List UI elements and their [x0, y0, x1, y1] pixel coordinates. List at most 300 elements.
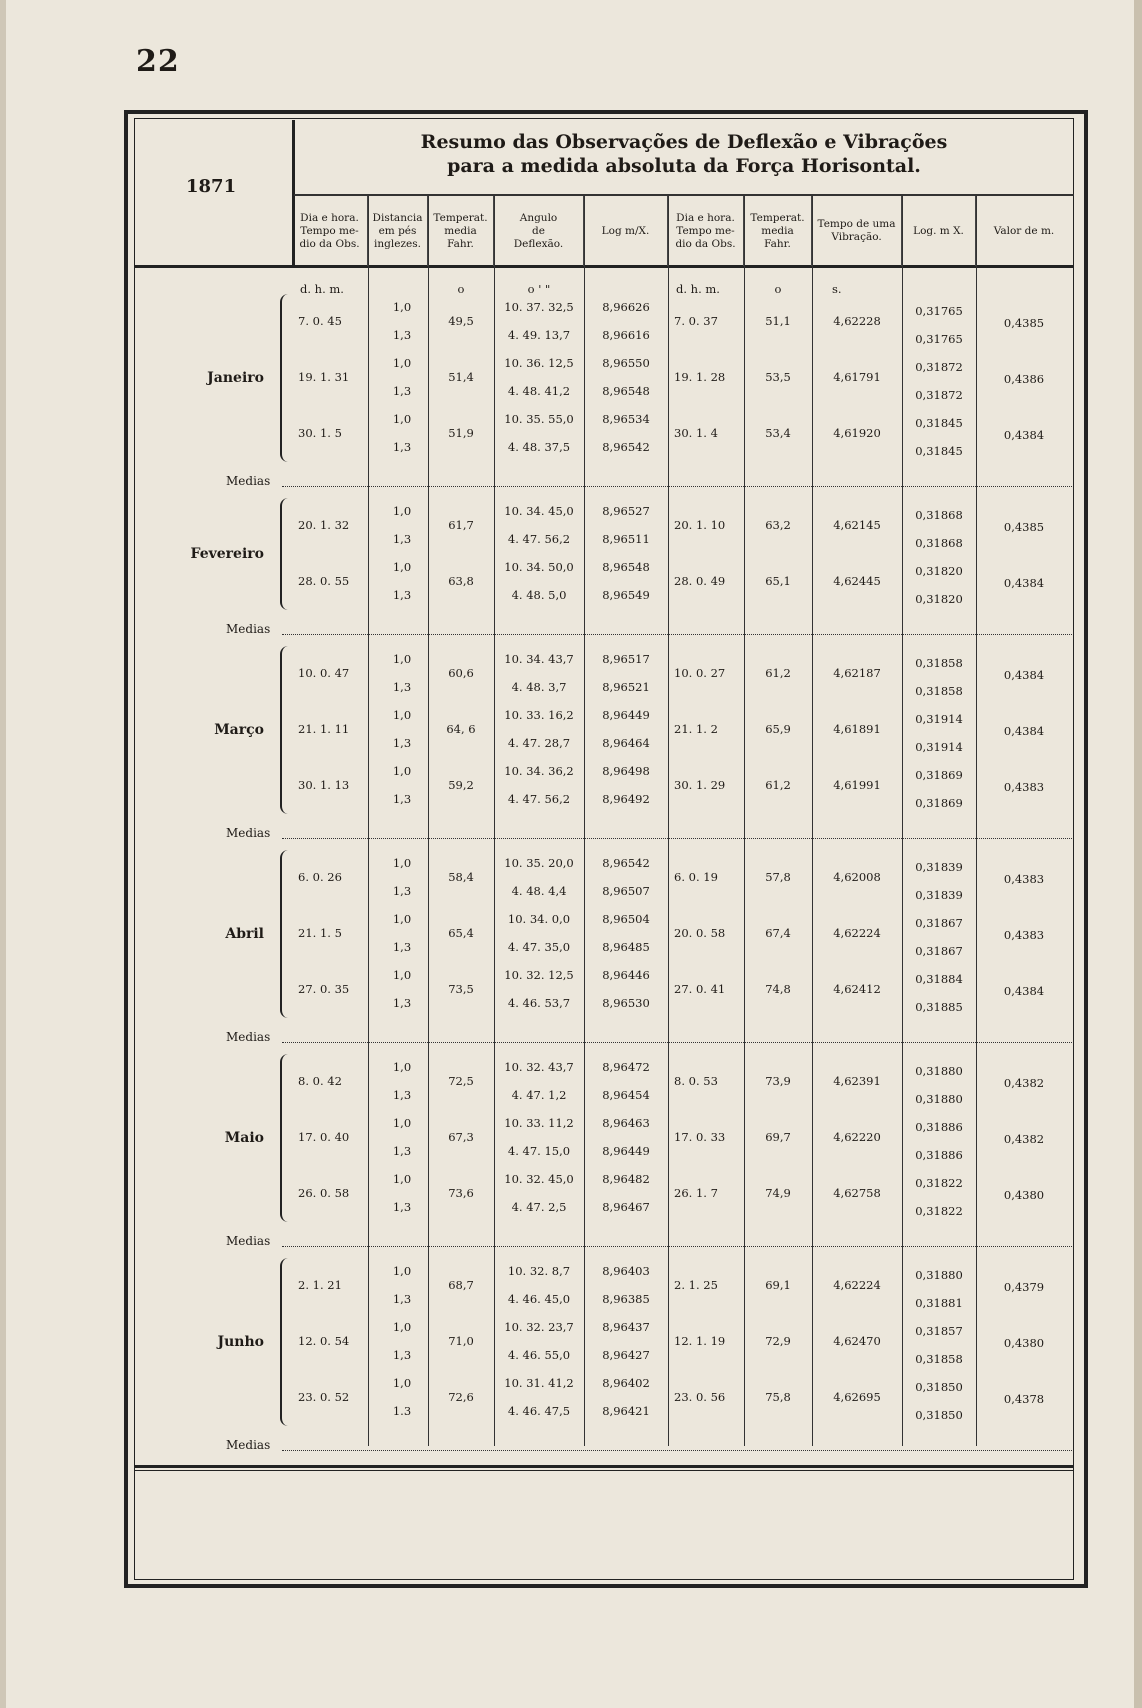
- valor-m: 0,4380: [1003, 1188, 1045, 1202]
- distance: 1,3: [392, 440, 412, 454]
- log-m-x: 8,96507: [602, 884, 650, 898]
- vibration-time: 4,62008: [833, 870, 881, 884]
- log-m-x: 8,96498: [602, 764, 650, 778]
- obs-time: 10. 0. 47: [298, 666, 350, 680]
- deflection-angle: 10. 34. 0,0: [507, 912, 571, 926]
- obs-time-2: 19. 1. 28: [674, 370, 726, 384]
- deflection-angle: 4. 48. 3,7: [511, 680, 567, 694]
- log-m-x: 8,96550: [602, 356, 650, 370]
- temperature-2: 74,9: [765, 1186, 791, 1200]
- log-mx: 0,31885: [915, 1000, 963, 1014]
- log-mx: 0,31867: [915, 916, 963, 930]
- distance: 1,3: [392, 792, 412, 806]
- medias-label: Medias: [226, 1438, 271, 1452]
- deflection-angle: 10. 32. 43,7: [504, 1060, 574, 1074]
- log-mx: 0,31850: [915, 1380, 963, 1394]
- temperature-2: 69,1: [765, 1278, 791, 1292]
- obs-time: 30. 1. 13: [298, 778, 350, 792]
- column-header-line: Dia e hora.: [676, 211, 735, 224]
- distance: 1,0: [392, 356, 412, 370]
- temperature: 60,6: [448, 666, 474, 680]
- log-mx: 0,31858: [915, 684, 963, 698]
- vibration-time: 4,62758: [833, 1186, 881, 1200]
- obs-time: 23. 0. 52: [298, 1390, 350, 1404]
- deflection-angle: 4. 47. 56,2: [507, 792, 571, 806]
- table-title: [294, 130, 1074, 178]
- distance: 1,0: [392, 1320, 412, 1334]
- distance: 1,0: [392, 968, 412, 982]
- obs-time: 20. 1. 32: [298, 518, 350, 532]
- medias-dotted-line: [282, 1246, 1072, 1247]
- deflection-angle: 4. 48. 4,4: [511, 884, 567, 898]
- distance: 1,0: [392, 504, 412, 518]
- deflection-angle: 4. 47. 15,0: [507, 1144, 571, 1158]
- vibration-time: 4,62391: [833, 1074, 881, 1088]
- vibration-time: 4,62187: [833, 666, 881, 680]
- column-header-line: Distancia: [372, 211, 423, 224]
- log-m-x: 8,96385: [602, 1292, 650, 1306]
- temperature: 51,4: [448, 370, 474, 384]
- log-m-x: 8,96482: [602, 1172, 650, 1186]
- temperature-2: 57,8: [765, 870, 791, 884]
- log-mx: 0,31872: [915, 388, 963, 402]
- obs-time-2: 26. 1. 7: [674, 1186, 718, 1200]
- distance: 1,0: [392, 1172, 412, 1186]
- temperature: 58,4: [448, 870, 474, 884]
- distance: 1,0: [392, 300, 412, 314]
- deflection-angle: 10. 32. 8,7: [507, 1264, 571, 1278]
- log-mx: 0,31880: [915, 1268, 963, 1282]
- valor-m: 0,4382: [1003, 1076, 1045, 1090]
- obs-time-2: 2. 1. 25: [674, 1278, 718, 1292]
- distance: 1.3: [392, 1404, 412, 1418]
- obs-time: 12. 0. 54: [298, 1334, 350, 1348]
- units-cell: s.: [832, 282, 842, 296]
- column-header-line: Vibração.: [831, 231, 882, 243]
- temperature-2: 74,8: [765, 982, 791, 996]
- obs-time-2: 23. 0. 56: [674, 1390, 726, 1404]
- log-mx: 0,31886: [915, 1148, 963, 1162]
- distance: 1,0: [392, 560, 412, 574]
- log-m-x: 8,96403: [602, 1264, 650, 1278]
- medias-label: Medias: [226, 1030, 271, 1044]
- vibration-time: 4,62145: [833, 518, 881, 532]
- vibration-time: 4,62224: [833, 926, 881, 940]
- valor-m: 0,4382: [1003, 1132, 1045, 1146]
- column-header: [668, 196, 744, 266]
- log-mx: 0,31845: [915, 444, 963, 458]
- valor-m: 0,4378: [1003, 1392, 1045, 1406]
- column-header-line: Fahr.: [447, 237, 474, 250]
- log-mx: 0,31869: [915, 796, 963, 810]
- medias-dotted-line: [282, 1042, 1072, 1043]
- log-m-x: 8,96449: [602, 1144, 650, 1158]
- obs-time: 6. 0. 26: [298, 870, 342, 884]
- log-mx: 0,31845: [915, 416, 963, 430]
- deflection-angle: 4. 46. 45,0: [507, 1292, 571, 1306]
- deflection-angle: 10. 35. 55,0: [504, 412, 574, 426]
- obs-time: 7. 0. 45: [298, 314, 342, 328]
- distance: 1,3: [392, 940, 412, 954]
- units-cell: o: [457, 282, 465, 296]
- column-header-line: Dia e hora.: [300, 211, 359, 224]
- column-header-line: Temperat.: [433, 211, 488, 224]
- column-header: [368, 196, 428, 266]
- temperature-2: 65,9: [765, 722, 791, 736]
- obs-time-2: 17. 0. 33: [674, 1130, 726, 1144]
- distance: 1,3: [392, 680, 412, 694]
- title-line-1: Resumo das Observações de Deflexão e Vibrações: [420, 131, 948, 153]
- log-m-x: 8,96534: [602, 412, 650, 426]
- deflection-angle: 4. 49. 13,7: [507, 328, 571, 342]
- column-header-line: media: [761, 224, 794, 237]
- month-label: Abril: [225, 926, 264, 942]
- log-mx: 0,31880: [915, 1064, 963, 1078]
- column-header-line: dio da Obs.: [299, 237, 360, 250]
- temperature: 71,0: [448, 1334, 474, 1348]
- vibration-time: 4,62445: [833, 574, 881, 588]
- temperature: 72,5: [448, 1074, 474, 1088]
- log-m-x: 8,96530: [602, 996, 650, 1010]
- log-m-x: 8,96464: [602, 736, 650, 750]
- month-brace: [280, 294, 292, 462]
- deflection-angle: 10. 32. 45,0: [504, 1172, 574, 1186]
- deflection-angle: 4. 47. 1,2: [511, 1088, 567, 1102]
- obs-time-2: 21. 1. 2: [674, 722, 718, 736]
- column-header: [976, 196, 1072, 266]
- column-header-line: Valor de m.: [993, 224, 1055, 237]
- obs-time-2: 27. 0. 41: [674, 982, 726, 996]
- title-line-2: para a medida absoluta da Força Horisontal.: [447, 155, 921, 177]
- temperature: 67,3: [448, 1130, 474, 1144]
- units-cell: d. h. m.: [300, 282, 344, 296]
- column-header-line: Tempo de uma: [817, 218, 896, 230]
- temperature: 72,6: [448, 1390, 474, 1404]
- log-mx: 0,31822: [915, 1176, 963, 1190]
- medias-dotted-line: [282, 634, 1072, 635]
- deflection-angle: 10. 33. 16,2: [504, 708, 574, 722]
- distance: 1,0: [392, 1060, 412, 1074]
- column-header-line: Angulo: [519, 211, 558, 224]
- vibration-time: 4,62220: [833, 1130, 881, 1144]
- log-m-x: 8,96485: [602, 940, 650, 954]
- bottom-rule-thin: [134, 1470, 1074, 1471]
- obs-time-2: 10. 0. 27: [674, 666, 726, 680]
- column-headers: [6, 196, 1142, 266]
- medias-label: Medias: [226, 1234, 271, 1248]
- log-mx: 0,31822: [915, 1204, 963, 1218]
- valor-m: 0,4384: [1003, 724, 1045, 738]
- log-mx: 0,31884: [915, 972, 963, 986]
- log-m-x: 8,96437: [602, 1320, 650, 1334]
- log-m-x: 8,96402: [602, 1376, 650, 1390]
- column-header-line: dio da Obs.: [675, 237, 736, 250]
- valor-m: 0,4383: [1003, 928, 1045, 942]
- deflection-angle: 10. 36. 12,5: [504, 356, 574, 370]
- temperature-2: 53,5: [765, 370, 791, 384]
- distance: 1,0: [392, 708, 412, 722]
- distance: 1,3: [392, 1200, 412, 1214]
- obs-time-2: 8. 0. 53: [674, 1074, 718, 1088]
- deflection-angle: 10. 31. 41,2: [504, 1376, 574, 1390]
- log-mx: 0,31858: [915, 656, 963, 670]
- vibration-time: 4,62224: [833, 1278, 881, 1292]
- log-m-x: 8,96517: [602, 652, 650, 666]
- obs-time: 27. 0. 35: [298, 982, 350, 996]
- log-m-x: 8,96467: [602, 1200, 650, 1214]
- log-mx: 0,31765: [915, 304, 963, 318]
- column-header: [292, 196, 368, 266]
- log-mx: 0,31914: [915, 712, 963, 726]
- distance: 1,3: [392, 736, 412, 750]
- column-header-line: Tempo me-: [676, 224, 735, 237]
- deflection-angle: 4. 48. 5,0: [511, 588, 567, 602]
- deflection-angle: 10. 34. 43,7: [504, 652, 574, 666]
- column-header: [744, 196, 812, 266]
- column-header-line: em pés: [378, 224, 417, 237]
- log-m-x: 8,96446: [602, 968, 650, 982]
- valor-m: 0,4384: [1003, 668, 1045, 682]
- log-m-x: 8,96454: [602, 1088, 650, 1102]
- year-label: 1871: [186, 176, 237, 197]
- month-brace: [280, 1258, 292, 1426]
- valor-m: 0,4379: [1003, 1280, 1045, 1294]
- column-header-line: de: [532, 224, 545, 237]
- log-mx: 0,31868: [915, 536, 963, 550]
- vibration-time: 4,62228: [833, 314, 881, 328]
- page-number: 22: [136, 44, 180, 79]
- temperature: 59,2: [448, 778, 474, 792]
- distance: 1,3: [392, 884, 412, 898]
- month-label: Maio: [224, 1130, 264, 1146]
- log-mx: 0,31765: [915, 332, 963, 346]
- column-header-line: Log. m X.: [913, 224, 964, 237]
- log-m-x: 8,96616: [602, 328, 650, 342]
- column-header: [812, 196, 902, 266]
- log-mx: 0,31886: [915, 1120, 963, 1134]
- valor-m: 0,4384: [1003, 984, 1045, 998]
- log-mx: 0,31868: [915, 508, 963, 522]
- medias-label: Medias: [226, 826, 271, 840]
- obs-time: 28. 0. 55: [298, 574, 350, 588]
- temperature-2: 61,2: [765, 778, 791, 792]
- vibration-time: 4,62695: [833, 1390, 881, 1404]
- deflection-angle: 4. 47. 35,0: [507, 940, 571, 954]
- units-cell: o: [774, 282, 782, 296]
- deflection-angle: 4. 47. 28,7: [507, 736, 571, 750]
- distance: 1,3: [392, 1348, 412, 1362]
- obs-time: 21. 1. 11: [298, 722, 350, 736]
- distance: 1,0: [392, 856, 412, 870]
- units-cell: d. h. m.: [676, 282, 720, 296]
- log-m-x: 8,96626: [602, 300, 650, 314]
- deflection-angle: 4. 46. 47,5: [507, 1404, 571, 1418]
- log-mx: 0,31839: [915, 860, 963, 874]
- log-m-x: 8,96472: [602, 1060, 650, 1074]
- column-header-line: Temperat.: [750, 211, 805, 224]
- distance: 1,0: [392, 1264, 412, 1278]
- log-m-x: 8,96542: [602, 440, 650, 454]
- month-label: Fevereiro: [190, 546, 264, 562]
- distance: 1,3: [392, 1292, 412, 1306]
- deflection-angle: 10. 37. 32,5: [504, 300, 574, 314]
- valor-m: 0,4383: [1003, 872, 1045, 886]
- distance: 1,0: [392, 412, 412, 426]
- column-header-line: Deflexão.: [513, 237, 564, 250]
- log-mx: 0,31880: [915, 1092, 963, 1106]
- deflection-angle: 10. 34. 36,2: [504, 764, 574, 778]
- temperature: 64, 6: [446, 722, 476, 736]
- valor-m: 0,4384: [1003, 576, 1045, 590]
- obs-time: 17. 0. 40: [298, 1130, 350, 1144]
- obs-time-2: 20. 0. 58: [674, 926, 726, 940]
- temperature: 51,9: [448, 426, 474, 440]
- temperature-2: 61,2: [765, 666, 791, 680]
- log-mx: 0,31881: [915, 1296, 963, 1310]
- log-mx: 0,31869: [915, 768, 963, 782]
- distance: 1,3: [392, 328, 412, 342]
- obs-time-2: 12. 1. 19: [674, 1334, 726, 1348]
- vibration-time: 4,61991: [833, 778, 881, 792]
- deflection-angle: 4. 48. 37,5: [507, 440, 571, 454]
- distance: 1,0: [392, 1376, 412, 1390]
- valor-m: 0,4385: [1003, 316, 1045, 330]
- valor-m: 0,4383: [1003, 780, 1045, 794]
- log-m-x: 8,96463: [602, 1116, 650, 1130]
- temperature: 49,5: [448, 314, 474, 328]
- log-m-x: 8,96421: [602, 1404, 650, 1418]
- temperature: 73,5: [448, 982, 474, 996]
- temperature-2: 73,9: [765, 1074, 791, 1088]
- distance: 1,0: [392, 1116, 412, 1130]
- log-mx: 0,31820: [915, 592, 963, 606]
- log-mx: 0,31857: [915, 1324, 963, 1338]
- valor-m: 0,4385: [1003, 520, 1045, 534]
- obs-time-2: 7. 0. 37: [674, 314, 718, 328]
- distance: 1,3: [392, 1088, 412, 1102]
- deflection-angle: 4. 48. 41,2: [507, 384, 571, 398]
- vibration-time: 4,62470: [833, 1334, 881, 1348]
- obs-time: 30. 1. 5: [298, 426, 342, 440]
- deflection-angle: 10. 34. 50,0: [504, 560, 574, 574]
- units-cell: o ' ": [527, 282, 551, 296]
- temperature: 63,8: [448, 574, 474, 588]
- log-m-x: 8,96542: [602, 856, 650, 870]
- temperature-2: 67,4: [765, 926, 791, 940]
- column-header: [902, 196, 976, 266]
- month-label: Janeiro: [207, 370, 264, 386]
- deflection-angle: 10. 32. 12,5: [504, 968, 574, 982]
- log-mx: 0,31914: [915, 740, 963, 754]
- deflection-angle: 4. 46. 55,0: [507, 1348, 571, 1362]
- temperature-2: 51,1: [765, 314, 791, 328]
- temperature-2: 63,2: [765, 518, 791, 532]
- temperature-2: 53,4: [765, 426, 791, 440]
- obs-time: 8. 0. 42: [298, 1074, 342, 1088]
- temperature: 65,4: [448, 926, 474, 940]
- log-m-x: 8,96492: [602, 792, 650, 806]
- log-mx: 0,31839: [915, 888, 963, 902]
- temperature-2: 75,8: [765, 1390, 791, 1404]
- column-header: [494, 196, 584, 266]
- medias-dotted-line: [282, 486, 1072, 487]
- temperature-2: 65,1: [765, 574, 791, 588]
- log-m-x: 8,96449: [602, 708, 650, 722]
- obs-time: 19. 1. 31: [298, 370, 350, 384]
- deflection-angle: 10. 32. 23,7: [504, 1320, 574, 1334]
- log-m-x: 8,96548: [602, 384, 650, 398]
- obs-time-2: 20. 1. 10: [674, 518, 726, 532]
- month-label: Março: [214, 722, 264, 738]
- month-brace: [280, 646, 292, 814]
- column-header-line: Log m/X.: [601, 224, 650, 237]
- vibration-time: 4,61920: [833, 426, 881, 440]
- obs-time-2: 30. 1. 4: [674, 426, 718, 440]
- log-mx: 0,31850: [915, 1408, 963, 1422]
- obs-time: 2. 1. 21: [298, 1278, 342, 1292]
- column-header-line: Fahr.: [764, 237, 791, 250]
- distance: 1,3: [392, 1144, 412, 1158]
- distance: 1,3: [392, 384, 412, 398]
- vibration-time: 4,61891: [833, 722, 881, 736]
- distance: 1,3: [392, 532, 412, 546]
- deflection-angle: 10. 33. 11,2: [504, 1116, 574, 1130]
- log-m-x: 8,96549: [602, 588, 650, 602]
- obs-time-2: 28. 0. 49: [674, 574, 726, 588]
- temperature-2: 72,9: [765, 1334, 791, 1348]
- temperature: 68,7: [448, 1278, 474, 1292]
- column-header-line: inglezes.: [374, 237, 421, 250]
- bottom-rule: [134, 1465, 1074, 1468]
- month-brace: [280, 498, 292, 610]
- vibration-time: 4,61791: [833, 370, 881, 384]
- obs-time-2: 6. 0. 19: [674, 870, 718, 884]
- log-mx: 0,31858: [915, 1352, 963, 1366]
- valor-m: 0,4384: [1003, 428, 1045, 442]
- log-mx: 0,31867: [915, 944, 963, 958]
- deflection-angle: 10. 35. 20,0: [504, 856, 574, 870]
- distance: 1,0: [392, 652, 412, 666]
- temperature-2: 69,7: [765, 1130, 791, 1144]
- column-header: [584, 196, 668, 266]
- log-m-x: 8,96504: [602, 912, 650, 926]
- month-brace: [280, 850, 292, 1018]
- deflection-angle: 4. 47. 56,2: [507, 532, 571, 546]
- column-header-line: Tempo me-: [300, 224, 359, 237]
- log-m-x: 8,96521: [602, 680, 650, 694]
- deflection-angle: 4. 46. 53,7: [507, 996, 571, 1010]
- medias-label: Medias: [226, 622, 271, 636]
- log-m-x: 8,96511: [602, 532, 650, 546]
- temperature: 61,7: [448, 518, 474, 532]
- log-mx: 0,31872: [915, 360, 963, 374]
- obs-time: 21. 1. 5: [298, 926, 342, 940]
- log-m-x: 8,96527: [602, 504, 650, 518]
- medias-dotted-line: [282, 838, 1072, 839]
- obs-time-2: 30. 1. 29: [674, 778, 726, 792]
- log-m-x: 8,96427: [602, 1348, 650, 1362]
- medias-label: Medias: [226, 474, 271, 488]
- column-header: [428, 196, 494, 266]
- obs-time: 26. 0. 58: [298, 1186, 350, 1200]
- vibration-time: 4,62412: [833, 982, 881, 996]
- distance: 1,3: [392, 996, 412, 1010]
- log-m-x: 8,96548: [602, 560, 650, 574]
- log-mx: 0,31820: [915, 564, 963, 578]
- distance: 1,0: [392, 764, 412, 778]
- month-label: Junho: [217, 1334, 264, 1350]
- valor-m: 0,4386: [1003, 372, 1045, 386]
